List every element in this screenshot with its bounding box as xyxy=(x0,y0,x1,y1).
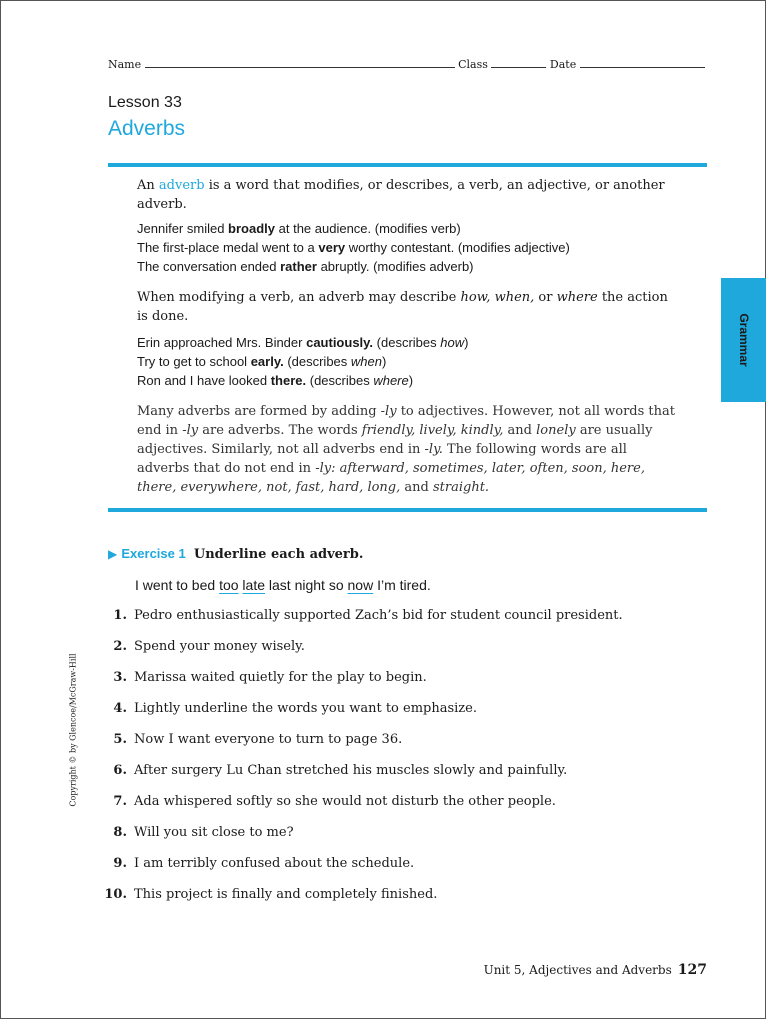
copyright-notice: Copyright © by Glencoe/McGraw-Hill xyxy=(68,653,78,807)
exercise-item[interactable]: 4. Lightly underline the words you want to emphasize. xyxy=(113,701,477,716)
exercise-items xyxy=(100,608,700,918)
name-class-date-line xyxy=(108,57,708,71)
underlined-adverb: now xyxy=(347,577,374,593)
exercise-item[interactable]: 2. Spend your money wisely. xyxy=(113,639,305,654)
exercise-item[interactable]: 10. This project is finally and completely finished. xyxy=(104,887,438,902)
lesson-explanation-box xyxy=(137,176,682,497)
play-arrow-icon: ▶ xyxy=(108,547,118,561)
example-line: The conversation ended rather abruptly. (modifies adverb) xyxy=(137,259,474,274)
example-line: Try to get to school early. (describes when) xyxy=(137,354,387,369)
ly-paragraph: Many adverbs are formed by adding -ly to adjectives. However, not all words that end in -ly are adverbs. The words friendly, lively, kindly, and lonely are usually adjectives. Similarly, not all adverbs end in -ly. The following words are all adverbs that do not end in -ly: afterward, sometimes, later, often, soon, here, there, everywhere, not, fast, hard, long, and straight. xyxy=(137,404,676,495)
side-tab-label: Grammar xyxy=(736,313,751,367)
example-line: Ron and I have looked there. (describes where) xyxy=(137,373,414,388)
underlined-adverb: late xyxy=(242,577,265,593)
page-number: 127 xyxy=(677,962,707,978)
grammar-side-tab xyxy=(721,278,766,402)
bottom-rule xyxy=(108,508,707,512)
example-line: The first-place medal went to a very worthy contestant. (modifies adjective) xyxy=(137,240,570,255)
exercise-item[interactable]: 1. Pedro enthusiastically supported Zach’s bid for student council president. xyxy=(113,608,623,623)
exercise-example: I went to bed too late last night so now I’m tired. xyxy=(135,577,431,593)
exercise-instruction: Underline each adverb. xyxy=(193,547,364,562)
page-footer xyxy=(484,962,707,978)
underlined-adverb: too xyxy=(219,577,239,593)
name-label: Name xyxy=(108,58,142,71)
date-label: Date xyxy=(549,58,577,71)
exercise-item[interactable]: 5. Now I want everyone to turn to page 36. xyxy=(113,732,403,747)
examples-describes xyxy=(137,333,682,390)
definition-paragraph: An adverb is a word that modifies, or describes, a verb, an adjective, or another adverb. xyxy=(137,178,665,212)
date-blank xyxy=(580,57,705,68)
name-blank xyxy=(145,57,455,68)
lesson-title: Adverbs xyxy=(108,117,186,140)
top-rule xyxy=(108,163,707,167)
exercise-item[interactable]: 7. Ada whispered softly so she would not disturb the other people. xyxy=(113,794,556,809)
exercise-heading xyxy=(108,546,363,562)
class-blank xyxy=(491,57,546,68)
exercise-item[interactable]: 9. I am terribly confused about the schedule. xyxy=(113,856,415,871)
examples-modifies xyxy=(137,219,682,276)
exercise-item[interactable]: 3. Marissa waited quietly for the play to begin. xyxy=(113,670,427,685)
example-line: Erin approached Mrs. Binder cautiously. (describes how) xyxy=(137,335,469,350)
unit-label: Unit 5, Adjectives and Adverbs xyxy=(483,963,672,977)
example-line: Jennifer smiled broadly at the audience. (modifies verb) xyxy=(137,221,461,236)
lesson-number: Lesson 33 xyxy=(108,94,182,111)
exercise-item[interactable]: 6. After surgery Lu Chan stretched his muscles slowly and painfully. xyxy=(113,763,568,778)
class-label: Class xyxy=(458,58,488,71)
exercise-item[interactable]: 8. Will you sit close to me? xyxy=(113,825,294,840)
how-when-where-paragraph: When modifying a verb, an adverb may describe how, when, or where the action is done. xyxy=(137,290,668,324)
exercise-label: Exercise 1 xyxy=(121,546,186,561)
adverb-term: adverb xyxy=(158,178,205,193)
